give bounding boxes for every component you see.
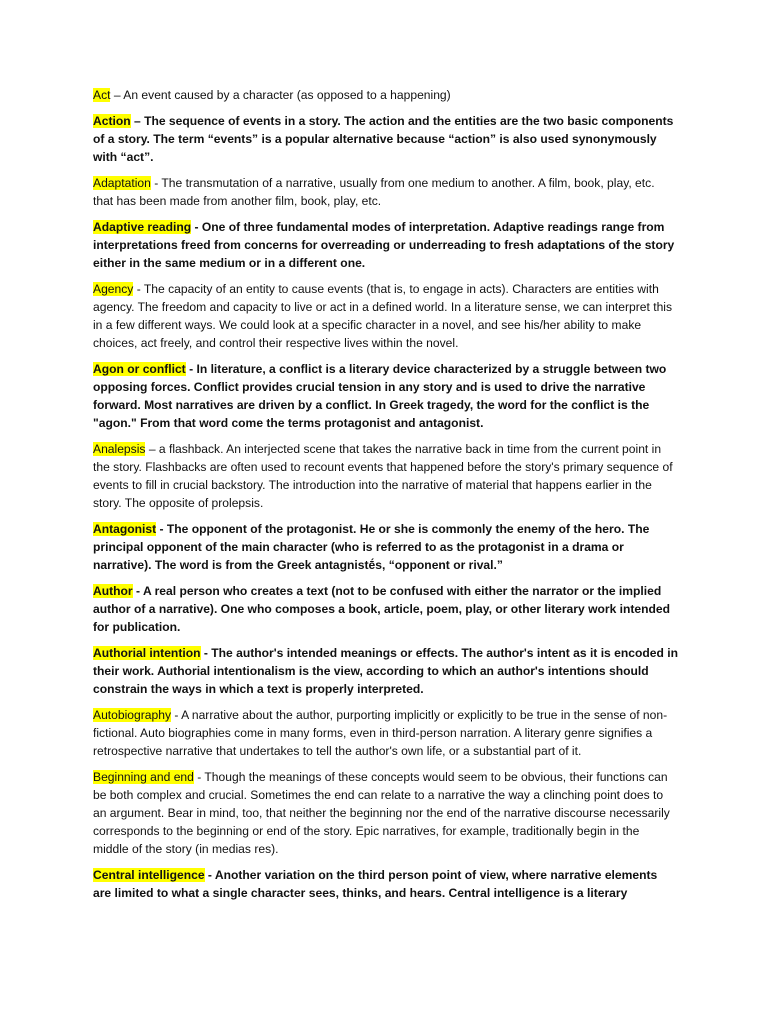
glossary-entry-act	[93, 86, 678, 104]
term-definition: – The sequence of events in a story. The action and the entities are the two basic components of a story. The term “events” is a popular alternative because “action” is also used synonymously with “act”.	[93, 114, 674, 164]
term-definition: – An event caused by a character (as opposed to a happening)	[110, 88, 451, 102]
term-definition: - The capacity of an entity to cause events (that is, to engage in acts). Characters are entities with agency. The freedom and capacity to live or act in a defined world. In a literature sense, we can interpret this in a few different ways. We could look at a specific character in a novel, and see his/her ability to make choices, act freely, and control their respective lives within the novel.	[93, 282, 673, 350]
term-highlight: Agency	[93, 282, 134, 296]
glossary-entry-agency	[93, 280, 678, 352]
glossary-entry-central-intelligence	[93, 866, 678, 902]
term-definition: - In literature, a conflict is a literary device characterized by a struggle between two opposing forces. Conflict provides crucial tension in any story and is used to drive the narrative forward. Most narratives are driven by a conflict. In Greek tragedy, the word for the conflict is the "agon." From that word come the terms protagonist and antagonist.	[93, 362, 667, 430]
glossary-entry-beginning-and-end	[93, 768, 678, 858]
term-highlight: Analepsis	[93, 442, 146, 456]
term-highlight: Central intelligence	[93, 868, 205, 882]
glossary-entry-analepsis	[93, 440, 678, 512]
term-highlight: Authorial intention	[93, 646, 201, 660]
glossary-entry-adaptive-reading	[93, 218, 678, 272]
term-definition: - The author's intended meanings or effects. The author's intent as it is encoded in their work. Authorial intentionalism is the view, according to which an author's intentions should constrain the ways in which a text is properly interpreted.	[93, 646, 678, 696]
glossary-entry-author	[93, 582, 678, 636]
glossary-entry-autobiography	[93, 706, 678, 760]
term-definition: - A narrative about the author, purporting implicitly or explicitly to be true in the sense of non-fictional. Auto biographies come in many forms, even in third-person narration. A literary genre signifies a retrospective narrative that undertakes to tell the author's own life, or a substantial part of it.	[93, 708, 668, 758]
term-highlight: Act	[93, 88, 111, 102]
term-definition: - Another variation on the third person point of view, where narrative elements are limited to what a single character sees, thinks, and hears. Central intelligence is a literary	[93, 868, 658, 900]
term-highlight: Adaptive reading	[93, 220, 192, 234]
term-definition: – a flashback. An interjected scene that takes the narrative back in time from the current point in the story. Flashbacks are often used to recount events that happened before the story's primary sequence of events to fill in crucial backstory. The introduction into the narrative of material that happens earlier in the story. The opposite of prolepsis.	[93, 442, 673, 510]
term-definition: - A real person who creates a text (not to be confused with either the narrator or the implied author of a narrative). One who composes a book, article, poem, play, or other literary work intended for publication.	[93, 584, 671, 634]
term-definition: - The opponent of the protagonist. He or she is commonly the enemy of the hero. The principal opponent of the main character (who is referred to as the protagonist in a drama or narrative). The word is from the Greek antagnistḗs, “opponent or rival.”	[93, 522, 650, 572]
term-definition: - One of three fundamental modes of interpretation. Adaptive readings range from interpretations freed from concerns for overreading or underreading to fresh adaptations of the story either in the same medium or in a different one.	[93, 220, 675, 270]
term-definition: - The transmutation of a narrative, usually from one medium to another. A film, book, play, etc. that has been made from another film, book, play, etc.	[93, 176, 655, 208]
term-highlight: Agon or conflict	[93, 362, 186, 376]
glossary-entry-adaptation	[93, 174, 678, 210]
glossary-entry-authorial-intention	[93, 644, 678, 698]
glossary-entry-antagonist	[93, 520, 678, 574]
term-definition: - Though the meanings of these concepts would seem to be obvious, their functions can be both complex and crucial. Sometimes the end can relate to a narrative the way a clinching point does to an argument. Bear in mind, too, that neither the beginning nor the end of the narrative discourse necessarily corresponds to the beginning or end of the story. Epic narratives, for example, traditionally begin in the middle of the story (in medias res).	[93, 770, 670, 856]
term-highlight: Beginning and end	[93, 770, 194, 784]
term-highlight: Adaptation	[93, 176, 151, 190]
glossary-entry-agon-or-conflict	[93, 360, 678, 432]
term-highlight: Autobiography	[93, 708, 171, 722]
glossary-entry-action	[93, 112, 678, 166]
term-highlight: Action	[93, 114, 131, 128]
term-highlight: Antagonist	[93, 522, 157, 536]
term-highlight: Author	[93, 584, 133, 598]
document-page	[93, 86, 678, 910]
